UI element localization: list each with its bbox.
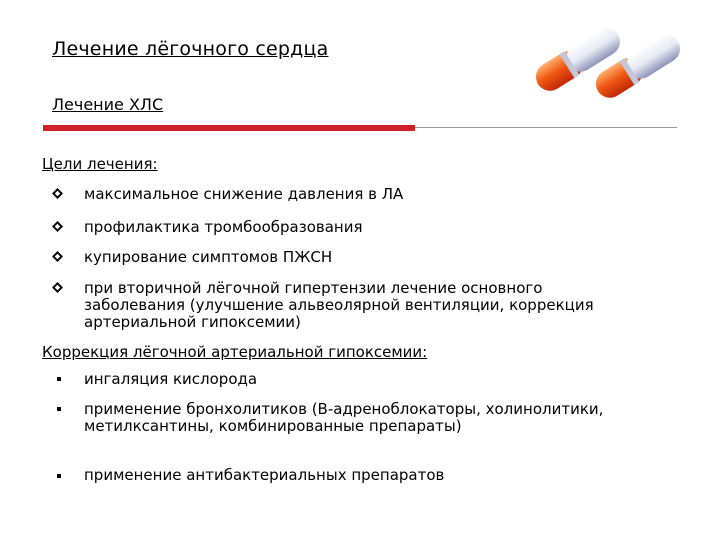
slide-subtitle: Лечение ХЛС [52, 95, 164, 114]
capsule-pills-icon [532, 8, 712, 108]
goal-item: купирование симптомов ПЖСН [84, 248, 333, 266]
accent-bar [43, 125, 415, 131]
square-bullet-icon [57, 377, 61, 381]
correction-item: применение бронхолитиков (В-адреноблокаторы, холинолитики, метилксантины, комбинированные препараты) [84, 400, 604, 435]
correction-item: применение антибактериальных препаратов [84, 466, 445, 484]
diamond-bullet-icon [52, 282, 63, 293]
goal-item: максимальное снижение давления в ЛА [84, 185, 404, 203]
goal-item: при вторичной лёгочной гипертензии лечение основного заболевания (улучшение альвеолярной вентиляции, коррекция артериальной гипоксемии) [84, 279, 594, 331]
correction-heading: Коррекция лёгочной артериальной гипоксемии: [42, 343, 428, 361]
divider-line [415, 127, 677, 128]
diamond-bullet-icon [52, 251, 63, 262]
square-bullet-icon [57, 474, 61, 478]
goals-heading: Цели лечения: [42, 155, 158, 173]
diamond-bullet-icon [52, 188, 63, 199]
goal-item: профилактика тромбообразования [84, 218, 363, 236]
square-bullet-icon [57, 407, 61, 411]
correction-item: ингаляция кислорода [84, 370, 258, 388]
slide-title: Лечение лёгочного сердца [52, 38, 329, 60]
diamond-bullet-icon [52, 221, 63, 232]
